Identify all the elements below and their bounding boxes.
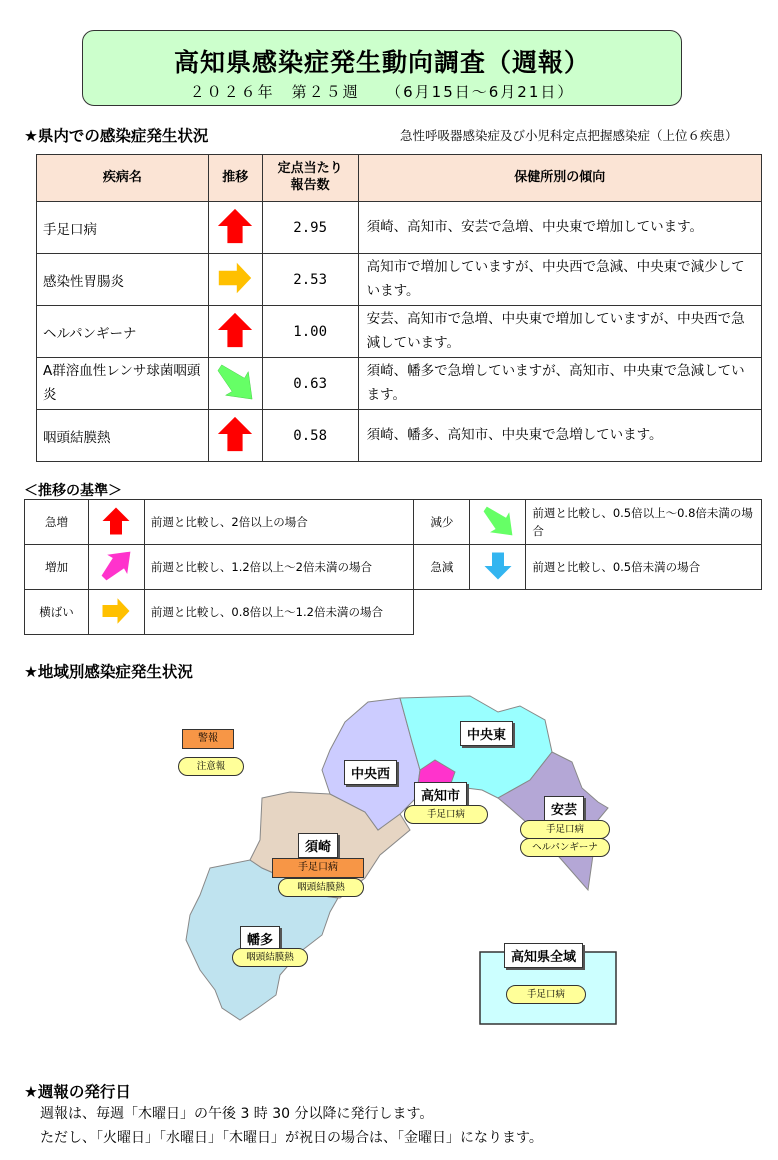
disease-name: A群溶血性レンサ球菌咽頭炎 (37, 358, 209, 410)
legend-table (24, 499, 762, 635)
section-note: 急性呼吸器感染症及び小児科定点把握感染症（上位６疾患） (400, 128, 738, 143)
legend-row (25, 590, 762, 635)
footer-line-2: ただし、「火曜日」「水曜日」「木曜日」が祝日の場合は、「金曜日」になります。 (40, 1130, 543, 1146)
arrow-up-red-icon (208, 410, 262, 462)
legend-label: 横ばい (25, 590, 89, 635)
kochi-city-item: 手足口病 (404, 805, 488, 824)
legend-label: 急減 (414, 545, 470, 590)
table-row (37, 306, 762, 358)
report-value: 0.58 (262, 410, 358, 462)
table-row (37, 254, 762, 306)
susaki-item: 咽頭結膜熱 (278, 878, 364, 897)
arrow-down-right-green-icon (208, 358, 262, 410)
header-disease: 疾病名 (37, 155, 209, 202)
trend-text: 高知市で増加していますが、中央西で急減、中央東で減少しています。 (358, 254, 761, 306)
table-row (37, 202, 762, 254)
report-value: 1.00 (262, 306, 358, 358)
header-trend-icon: 推移 (208, 155, 262, 202)
header-trend: 保健所別の傾向 (358, 155, 761, 202)
arrow-up-red-icon (208, 306, 262, 358)
disease-name: 感染性胃腸炎 (37, 254, 209, 306)
footer-title: ★週報の発行日 (24, 1083, 131, 1101)
prefecture-map (0, 690, 778, 1050)
trend-text: 須崎、幡多で急増していますが、高知市、中央東で急減しています。 (358, 358, 761, 410)
arrow-up-red-icon (208, 202, 262, 254)
arrow-up-right-magenta-icon (88, 545, 144, 590)
prefecture-item: 手足口病 (506, 985, 586, 1004)
legend-row (25, 545, 762, 590)
table-row (37, 358, 762, 410)
legend-label: 急増 (25, 500, 89, 545)
trend-text: 安芸、高知市で急増、中央東で増加していますが、中央西で急減しています。 (358, 306, 761, 358)
section-title-prefecture: ★県内での感染症発生状況 (24, 127, 209, 145)
section-title-regional: ★地域別感染症発生状況 (24, 663, 193, 681)
disease-name: 手足口病 (37, 202, 209, 254)
legend-row (25, 500, 762, 545)
legend-desc: 前週と比較し、0.5倍以上～0.8倍未満の場合 (526, 500, 762, 545)
header-box (82, 30, 682, 106)
region-label-susaki: 須崎 (298, 833, 338, 858)
table-header-row (37, 155, 762, 202)
legend-desc: 前週と比較し、2倍以上の場合 (144, 500, 414, 545)
legend-desc: 前週と比較し、1.2倍以上～2倍未満の場合 (144, 545, 414, 590)
disease-table (36, 154, 762, 462)
susaki-warning: 手足口病 (272, 858, 364, 878)
legend-desc: 前週と比較し、0.8倍以上～1.2倍未満の場合 (144, 590, 414, 635)
arrow-right-yellow-icon (88, 590, 144, 635)
disease-name: ヘルパンギーナ (37, 306, 209, 358)
key-caution: 注意報 (178, 757, 244, 776)
legend-desc: 前週と比較し、0.5倍未満の場合 (526, 545, 762, 590)
hata-item: 咽頭結膜熱 (232, 948, 308, 967)
table-row (37, 410, 762, 462)
arrow-right-yellow-icon (208, 254, 262, 306)
arrow-down-blue-icon (470, 545, 526, 590)
page-subtitle: ２０２６年 第２５週 （6月15日～6月21日） (189, 83, 575, 101)
legend-empty (414, 590, 762, 635)
disease-name: 咽頭結膜熱 (37, 410, 209, 462)
trend-text: 須崎、高知市、安芸で急増、中央東で増加しています。 (358, 202, 761, 254)
region-label-aki: 安芸 (544, 796, 584, 821)
region-label-chuo-nishi: 中央西 (344, 760, 397, 785)
region-label-kochi-city: 高知市 (414, 782, 467, 807)
aki-item: ヘルパンギーナ (520, 838, 610, 857)
legend-label: 減少 (414, 500, 470, 545)
header-value: 定点当たり 報告数 (262, 155, 358, 202)
arrow-down-right-green-icon (470, 500, 526, 545)
legend-title: ＜推移の基準＞ (24, 483, 122, 499)
page-title: 高知県感染症発生動向調査（週報） (173, 48, 590, 77)
footer-line-1: 週報は、毎週「木曜日」の午後 3 時 30 分以降に発行します。 (40, 1106, 434, 1122)
arrow-up-red-icon (88, 500, 144, 545)
trend-text: 須崎、幡多、高知市、中央東で急増しています。 (358, 410, 761, 462)
report-value: 2.53 (262, 254, 358, 306)
report-value: 0.63 (262, 358, 358, 410)
key-warning: 警報 (182, 729, 234, 749)
prefecture-label: 高知県全域 (504, 943, 583, 968)
report-value: 2.95 (262, 202, 358, 254)
aki-item: 手足口病 (520, 820, 610, 839)
region-label-hata: 幡多 (240, 926, 280, 951)
legend-label: 増加 (25, 545, 89, 590)
region-label-chuo-higashi: 中央東 (460, 721, 513, 746)
